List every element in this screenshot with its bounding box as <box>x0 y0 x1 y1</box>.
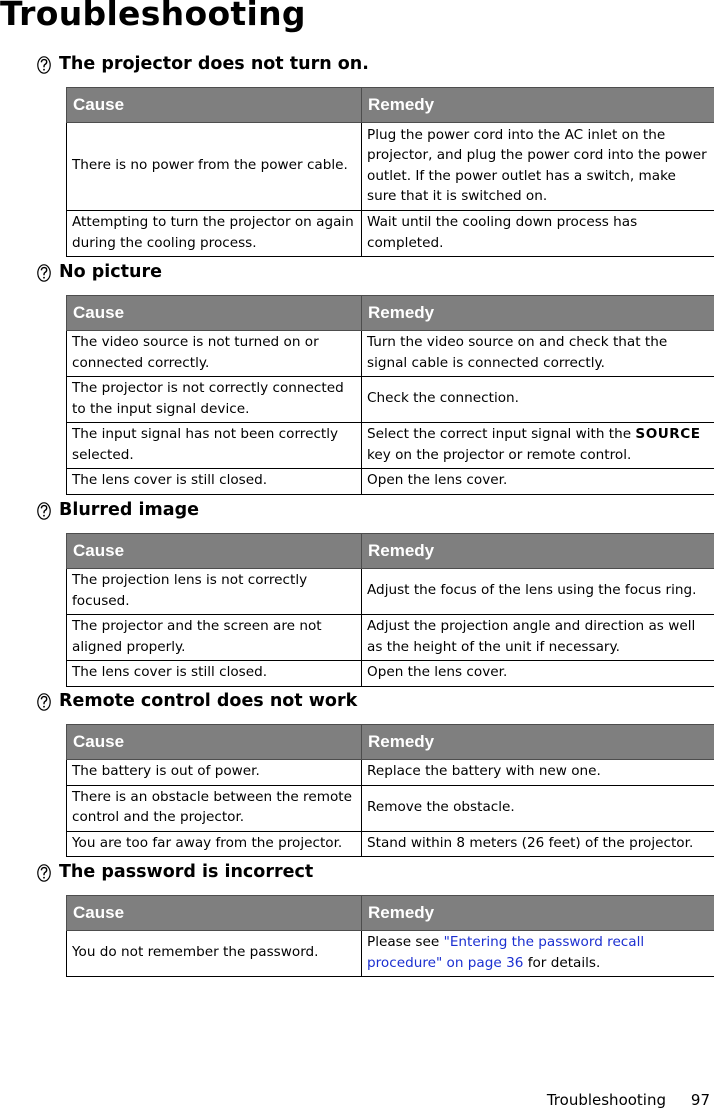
remedy-cell <box>362 423 714 469</box>
table-header-row <box>67 296 714 331</box>
table-header-row <box>67 534 714 569</box>
cause-header: Cause <box>67 896 362 931</box>
table-row <box>67 211 714 257</box>
remedy-header: Remedy <box>362 534 714 569</box>
cause-cell: There is no power from the power cable. <box>67 123 362 211</box>
cause-cell: The projector and the screen are not aligned properly. <box>67 615 362 661</box>
section-heading-text: Remote control does not work <box>59 691 358 711</box>
table-header-row <box>67 88 714 123</box>
cause-cell: You do not remember the password. <box>67 931 362 977</box>
remedy-text: Please see <box>367 934 444 950</box>
remedy-header: Remedy <box>362 896 714 931</box>
table-row <box>67 123 714 211</box>
cause-header: Cause <box>67 296 362 331</box>
troubleshooting-table <box>66 295 714 495</box>
table-row <box>67 831 714 857</box>
remedy-cell: Remove the obstacle. <box>362 785 714 831</box>
section-heading <box>37 689 357 713</box>
table-row <box>67 331 714 377</box>
table-row <box>67 377 714 423</box>
section-heading-text: The password is incorrect <box>59 862 314 882</box>
table-row <box>67 785 714 831</box>
question-mark-icon <box>37 264 51 282</box>
troubleshooting-table <box>66 895 714 977</box>
password-recall-link[interactable]: "Entering the password recall procedure" on page 36 <box>367 934 645 971</box>
cause-header: Cause <box>67 725 362 760</box>
cause-cell: The input signal has not been correctly selected. <box>67 423 362 469</box>
cause-cell: The battery is out of power. <box>67 760 362 786</box>
remedy-text: for details. <box>523 954 601 971</box>
question-mark-icon <box>37 502 51 520</box>
table-row <box>67 661 714 687</box>
cause-header: Cause <box>67 534 362 569</box>
section-heading-text: No picture <box>59 262 162 282</box>
question-mark-icon <box>37 693 51 711</box>
footer-section-title: Troubleshooting <box>546 1091 666 1109</box>
remedy-text: Select the correct input signal with the <box>367 426 636 442</box>
section-heading-text: The projector does not turn on. <box>59 54 369 74</box>
remedy-header: Remedy <box>362 725 714 760</box>
remedy-cell: Replace the battery with new one. <box>362 760 714 786</box>
page-number: 97 <box>690 1091 710 1109</box>
cause-cell: The video source is not turned on or connected correctly. <box>67 331 362 377</box>
remedy-cell: Open the lens cover. <box>362 469 714 495</box>
page-title: Troubleshooting <box>0 0 306 33</box>
remedy-cell: Open the lens cover. <box>362 661 714 687</box>
remedy-header: Remedy <box>362 296 714 331</box>
section-heading <box>37 52 369 76</box>
section-heading <box>37 260 162 284</box>
table-row <box>67 569 714 615</box>
cause-cell: The lens cover is still closed. <box>67 661 362 687</box>
cause-cell: The projector is not correctly connected to the input signal device. <box>67 377 362 423</box>
remedy-cell <box>362 931 714 977</box>
remedy-cell: Plug the power cord into the AC inlet on the projector, and plug the power cord into the power outlet. If the power outlet has a switch, make sure that it is switched on. <box>362 123 714 211</box>
cause-header: Cause <box>67 88 362 123</box>
section-heading-text: Blurred image <box>59 500 199 520</box>
table-row <box>67 423 714 469</box>
cause-cell: You are too far away from the projector. <box>67 831 362 857</box>
remedy-text: key on the projector or remote control. <box>367 446 632 463</box>
table-row <box>67 931 714 977</box>
table-row <box>67 760 714 786</box>
table-header-row <box>67 725 714 760</box>
cause-cell: Attempting to turn the projector on again during the cooling process. <box>67 211 362 257</box>
cause-cell: The projection lens is not correctly focused. <box>67 569 362 615</box>
remedy-cell: Adjust the focus of the lens using the focus ring. <box>362 569 714 615</box>
section-heading <box>37 860 313 884</box>
table-row <box>67 615 714 661</box>
cause-cell: The lens cover is still closed. <box>67 469 362 495</box>
remedy-cell: Wait until the cooling down process has completed. <box>362 211 714 257</box>
table-header-row <box>67 896 714 931</box>
source-key-label: SOURCE <box>635 426 701 442</box>
cause-cell: There is an obstacle between the remote control and the projector. <box>67 785 362 831</box>
question-mark-icon <box>37 56 51 74</box>
page-footer <box>0 1091 714 1111</box>
remedy-cell: Adjust the projection angle and direction as well as the height of the unit if necessary. <box>362 615 714 661</box>
troubleshooting-table <box>66 87 714 257</box>
section-heading <box>37 498 199 522</box>
troubleshooting-table <box>66 533 714 687</box>
remedy-cell: Turn the video source on and check that the signal cable is connected correctly. <box>362 331 714 377</box>
remedy-cell: Stand within 8 meters (26 feet) of the projector. <box>362 831 714 857</box>
question-mark-icon <box>37 864 51 882</box>
remedy-cell: Check the connection. <box>362 377 714 423</box>
troubleshooting-table <box>66 724 714 857</box>
remedy-header: Remedy <box>362 88 714 123</box>
table-row <box>67 469 714 495</box>
